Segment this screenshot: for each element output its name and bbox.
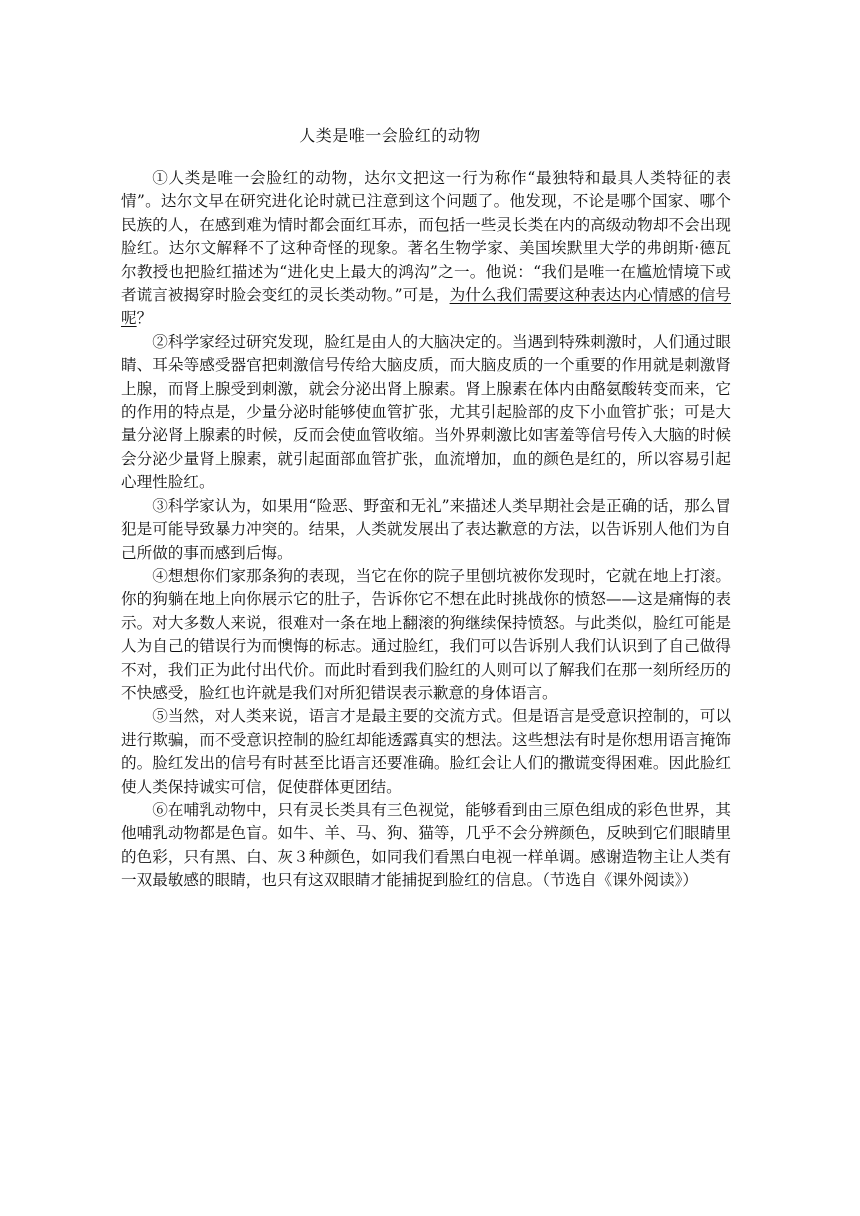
paragraph-6: ⑥在哺乳动物中，只有灵长类具有三色视觉，能够看到由三原色组成的彩色世界，其他哺乳动物都是色盲。如牛、羊、马、狗、猫等，几乎不会分辨颜色，反映到它们眼睛里的色彩，只有黑、白、灰３种颜色，如同我们看黑白电视一样单调。感谢造物主让人类有一双最敏感的眼睛，也只有这双眼睛才能捕捉到脸红的信息。（节选自《课外阅读》） [121,800,731,890]
paragraph-4: ④想想你们家那条狗的表现，当它在你的院子里刨坑被你发现时，它就在地上打滚。你的狗躺在地上向你展示它的肚子，告诉你它不想在此时挑战你的愤怒——这是痛悔的表示。对大多数人来说，很难对一条在地上翻滚的狗继续保持愤怒。与此类似，脸红可能是人为自己的错误行为而懊悔的标志。通过脸红，我们可以告诉别人我们认识到了自己做得不对，我们正为此付出代价。而此时看到我们脸红的人则可以了解我们在那一刻所经历的不快感受，脸红也许就是我们对所犯错误表示歉意的身体语言。 [121,566,731,702]
paragraph-3: ③科学家认为，如果用“险恶、野蛮和无礼”来描述人类早期社会是正确的话，那么冒犯是可能导致暴力冲突的。结果，人类就发展出了表达歉意的方法，以告诉别人他们为自己所做的事而感到后悔。 [121,496,731,562]
paragraph-2: ②科学家经过研究发现，脸红是由人的大脑决定的。当遇到特殊刺激时，人们通过眼睛、耳朵等感受器官把刺激信号传给大脑皮质，而大脑皮质的一个重要的作用就是刺激肾上腺，而肾上腺受到刺激，就会分泌出肾上腺素。肾上腺素在体内由酪氨酸转变而来，它的作用的特点是，少量分泌时能够使血管扩张，尤其引起脸部的皮下小血管扩张；可是大量分泌肾上腺素的时候，反而会使血管收缩。当外界刺激比如害羞等信号传入大脑的时候会分泌少量肾上腺素，就引起面部血管扩张，血流增加，血的颜色是红的，所以容易引起心理性脸红。 [121,332,731,492]
article-title: 人类是唯一会脸红的动物 [299,126,481,145]
paragraph-1-text: ①人类是唯一会脸红的动物，达尔文把这一行为称作“最独特和最具人类特征的表情”。达尔文早在研究进化论时就已注意到这个问题了。他发现，不论是哪个国家、哪个民族的人，在感到难为情时都会面红耳赤，而包括一些灵长类在内的高级动物却不会出现脸红。达尔文解释不了这种奇怪的现象。著名生物学家、美国埃默里大学的弗朗斯·德瓦尔教授也把脸红描述为“进化史上最大的鸿沟”之一。他说：“我们是唯一在尴尬情境下或者谎言被揭穿时脸会变红的灵长类动物。”可是， [121,169,731,305]
paragraph-1-tail: ？ [136,309,153,328]
article-body [121,167,731,893]
paragraph-1 [121,167,731,331]
underlined-question: 为什么我们需要这种表达内心情感的信号呢 [121,286,731,328]
paragraph-5: ⑤当然，对人类来说，语言才是最主要的交流方式。但是语言是受意识控制的，可以进行欺骗，而不受意识控制的脸红却能透露真实的想法。这些想法有时是你想用语言掩饰的。脸红发出的信号有时甚至比语言还要准确。脸红会让人们的撒谎变得困难。因此脸红使人类保持诚实可信，促使群体更团结。 [121,707,731,796]
